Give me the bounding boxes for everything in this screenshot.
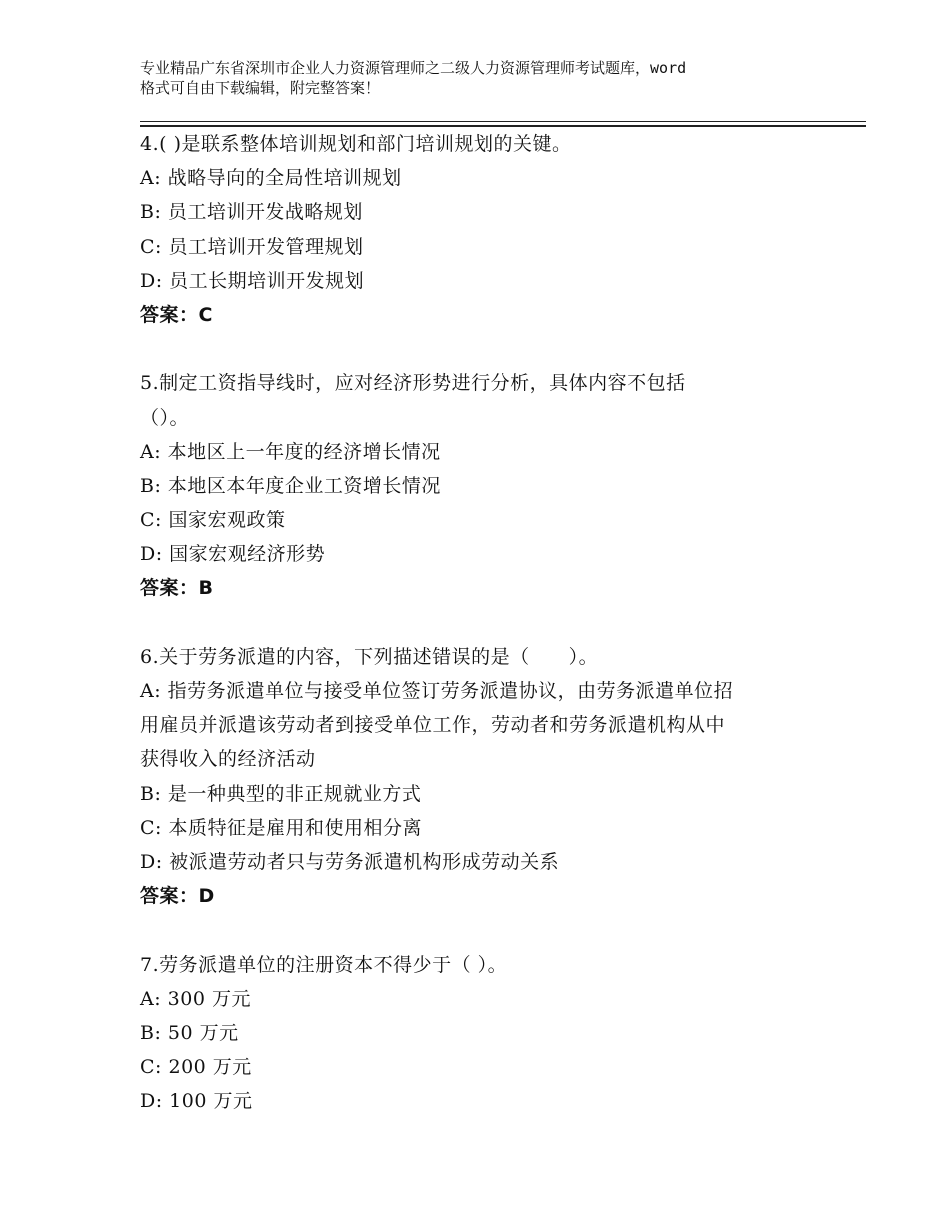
question-stem: 6.关于劳务派遣的内容，下列描述错误的是（ ）。	[140, 645, 599, 668]
option-c: C: 员工培训开发管理规划	[140, 235, 364, 258]
option-b: B: 50 万元	[140, 1021, 239, 1044]
option-d: D: 国家宏观经济形势	[140, 543, 326, 566]
question-list	[140, 127, 820, 1118]
option-a: A: 指劳务派遣单位与接受单位签订劳务派遣协议，由劳务派遣单位招	[140, 680, 734, 702]
document-header	[140, 58, 830, 98]
option-b: B: 是一种典型的非正规就业方式	[140, 782, 422, 805]
option-a: A: 战略导向的全局性培训规划	[140, 167, 402, 190]
answer-label: 答案：D	[140, 885, 215, 908]
option-d: D: 100 万元	[140, 1090, 253, 1113]
question-stem: 4.( )是联系整体培训规划和部门培训规划的关键。	[140, 133, 572, 155]
question-block	[140, 948, 820, 1119]
question-block	[140, 366, 820, 605]
option-a: 获得收入的经济活动	[140, 748, 316, 771]
option-c: C: 国家宏观政策	[140, 509, 286, 532]
answer-label: 答案：B	[140, 577, 214, 600]
option-d: D: 被派遣劳动者只与劳务派遣机构形成劳动关系	[140, 850, 560, 873]
question-spacer	[140, 332, 820, 366]
question-spacer	[140, 913, 820, 947]
question-stem: 7.劳务派遣单位的注册资本不得少于（ ）。	[140, 953, 508, 976]
answer-label: 答案：C	[140, 303, 213, 326]
question-block	[140, 127, 820, 332]
question-spacer	[140, 606, 820, 640]
option-a: A: 300 万元	[140, 987, 251, 1010]
option-a: 用雇员并派遣该劳动者到接受单位工作，劳动者和劳务派遣机构从中	[140, 714, 726, 737]
header-divider-thin	[140, 121, 866, 122]
option-d: D: 员工长期培训开发规划	[140, 269, 365, 292]
question-stem: 5.制定工资指导线时，应对经济形势进行分析，具体内容不包括	[140, 372, 686, 395]
header-line-1: 专业精品广东省深圳市企业人力资源管理师之二级人力资源管理师考试题库，word	[140, 59, 687, 77]
option-b: B: 员工培训开发战略规划	[140, 201, 363, 224]
header-line-2: 格式可自由下载编辑，附完整答案！	[140, 79, 381, 97]
question-block	[140, 640, 820, 914]
option-c: C: 200 万元	[140, 1056, 252, 1079]
option-b: B: 本地区本年度企业工资增长情况	[140, 474, 441, 497]
question-stem: （）。	[140, 406, 190, 429]
option-c: C: 本质特征是雇用和使用相分离	[140, 816, 422, 839]
option-a: A: 本地区上一年度的经济增长情况	[140, 440, 441, 463]
